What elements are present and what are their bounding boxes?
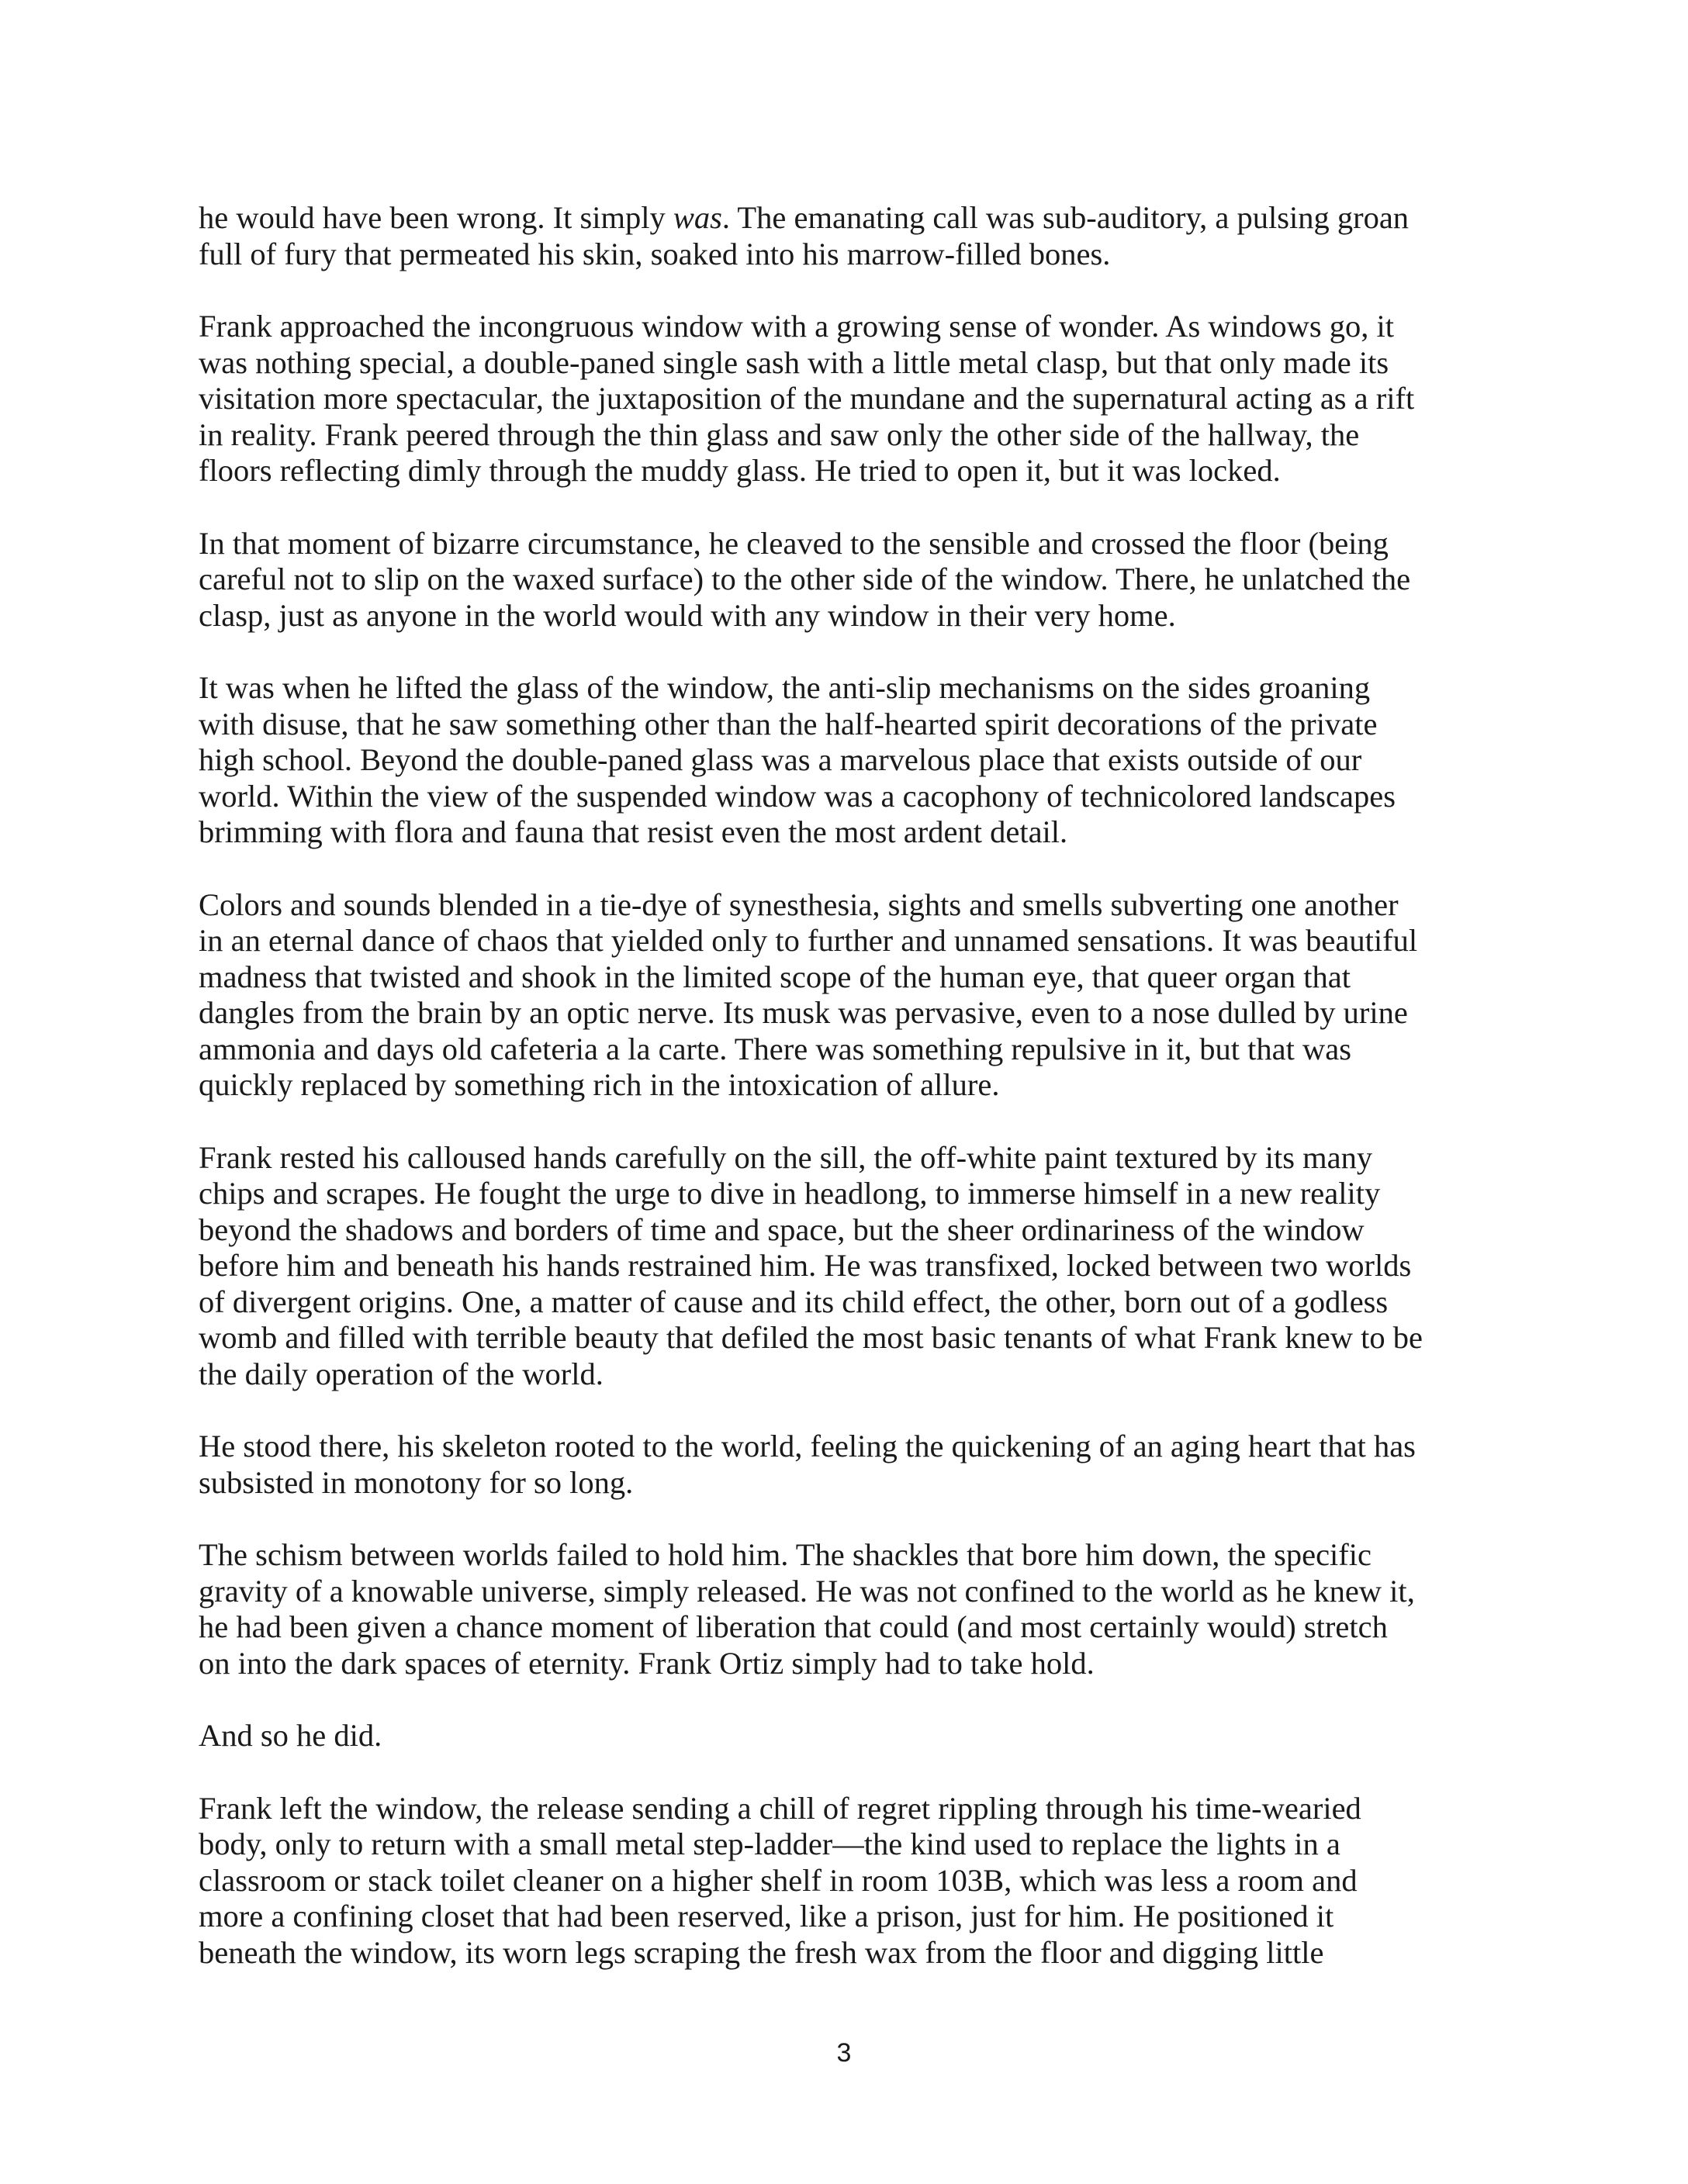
text-line: [199, 309, 1502, 345]
text-run: high school. Beyond the double-paned glass was a marvelous place that exists outside of our: [199, 742, 1362, 777]
text-run: Colors and sounds blended in a tie-dye of synesthesia, sights and smells subverting one another: [199, 886, 1399, 922]
paragraph: [199, 1791, 1502, 1971]
text-run: of divergent origins. One, a matter of cause and its child effect, the other, born out of a godless: [199, 1284, 1389, 1319]
page-number: 3: [836, 2038, 852, 2068]
text-run: brimming with flora and fauna that resist even the most ardent detail.: [199, 814, 1068, 849]
text-run: beneath the window, its worn legs scraping the fresh wax from the floor and digging little: [199, 1934, 1324, 1970]
text-line: [199, 923, 1502, 959]
text-run: in an eternal dance of chaos that yielded only to further and unnamed sensations. It was beautiful: [199, 923, 1418, 958]
text-line: [199, 1537, 1502, 1574]
text-run: chips and scrapes. He fought the urge to dive in headlong, to immerse himself in a new reality: [199, 1176, 1381, 1211]
text-run: And so he did.: [199, 1718, 382, 1753]
text-line: [199, 1212, 1502, 1249]
text-run: Frank left the window, the release sending a chill of regret rippling through his time-wearied: [199, 1790, 1361, 1826]
text-run: with disuse, that he saw something other than the half-hearted spirit decorations of the private: [199, 706, 1378, 741]
text-run: the daily operation of the world.: [199, 1356, 604, 1391]
text-line: [199, 1356, 1502, 1393]
text-run: gravity of a knowable universe, simply released. He was not confined to the world as he knew it,: [199, 1573, 1415, 1609]
text-run: full of fury that permeated his skin, soaked into his marrow-filled bones.: [199, 236, 1111, 271]
text-run: classroom or stack toilet cleaner on a higher shelf in room 103B, which was less a room and: [199, 1862, 1358, 1898]
text-line: [199, 1284, 1502, 1321]
text-run: ammonia and days old cafeteria a la carte. There was something repulsive in it, but that was: [199, 1031, 1352, 1066]
text-line: [199, 200, 1502, 237]
text-run: madness that twisted and shook in the limited scope of the human eye, that queer organ that: [199, 959, 1351, 994]
text-run: subsisted in monotony for so long.: [199, 1464, 634, 1500]
text-run: womb and filled with terrible beauty that defiled the most basic tenants of what Frank knew to be: [199, 1320, 1423, 1355]
text-run: in reality. Frank peered through the thin glass and saw only the other side of the hallway, the: [199, 416, 1360, 452]
text-line: [199, 345, 1502, 382]
text-run: before him and beneath his hands restrained him. He was transfixed, locked between two worlds: [199, 1248, 1412, 1283]
text-run: floors reflecting dimly through the muddy glass. He tried to open it, but it was locked.: [199, 453, 1281, 488]
text-line: [199, 670, 1502, 707]
text-line: [199, 1609, 1502, 1646]
text-run: careful not to slip on the waxed surface) to the other side of the window. There, he unlatched the: [199, 562, 1411, 596]
text-run: It was when he lifted the glass of the window, the anti-slip mechanisms on the sides groaning: [199, 670, 1371, 705]
text-run: The schism between worlds failed to hold him. The shackles that bore him down, the specific: [199, 1537, 1372, 1572]
paragraph: [199, 200, 1502, 272]
text-line: [199, 381, 1502, 417]
text-line: [199, 814, 1502, 851]
text-line: [199, 887, 1502, 924]
text-line: [199, 1067, 1502, 1104]
text-line: [199, 1935, 1502, 1971]
paragraph: [199, 887, 1502, 1104]
text-line: [199, 1140, 1502, 1177]
text-run: . The emanating call was sub-auditory, a pulsing groan: [721, 200, 1410, 235]
paragraph: [199, 309, 1502, 489]
text-run: Frank rested his calloused hands carefully on the sill, the off-white paint textured by its many: [199, 1139, 1373, 1175]
text-line: [199, 779, 1502, 815]
text-line: [199, 1176, 1502, 1212]
text-run: on into the dark spaces of eternity. Frank Ortiz simply had to take hold.: [199, 1645, 1095, 1681]
text-line: [199, 1791, 1502, 1827]
text-line: [199, 417, 1502, 454]
text-run: more a confining closet that had been reserved, like a prison, just for him. He positioned it: [199, 1899, 1334, 1933]
text-line: [199, 1032, 1502, 1068]
paragraph: [199, 1718, 1502, 1754]
text-line: [199, 1718, 1502, 1754]
text-line: [199, 1826, 1502, 1863]
text-run: quickly replaced by something rich in the intoxication of allure.: [199, 1067, 1000, 1102]
paragraph: [199, 1140, 1502, 1393]
text-line: [199, 562, 1502, 598]
text-run: world. Within the view of the suspended window was a cacophony of technicolored landscapes: [199, 778, 1396, 814]
text-run: visitation more spectacular, the juxtaposition of the mundane and the supernatural acting as a rift: [199, 381, 1415, 416]
text-run: he had been given a chance moment of liberation that could (and most certainly would) stretch: [199, 1609, 1388, 1644]
text-line: [199, 959, 1502, 996]
paragraph: [199, 1537, 1502, 1681]
text-line: [199, 707, 1502, 743]
text-line: [199, 1646, 1502, 1682]
text-line: [199, 453, 1502, 489]
text-line: [199, 1465, 1502, 1502]
text-line: [199, 742, 1502, 779]
text-run: clasp, just as anyone in the world would with any window in their very home.: [199, 597, 1176, 633]
text-run: he would have been wrong. It simply: [199, 200, 673, 235]
paragraph: [199, 526, 1502, 634]
text-line: [199, 1429, 1502, 1465]
text-run: He stood there, his skeleton rooted to the world, feeling the quickening of an aging heart that has: [199, 1429, 1416, 1463]
paragraph: [199, 670, 1502, 851]
text-run: dangles from the brain by an optic nerve. Its musk was pervasive, even to a nose dulled by urine: [199, 995, 1408, 1030]
text-line: [199, 1574, 1502, 1610]
text-line: [199, 1899, 1502, 1935]
emphasized-text: was: [673, 200, 722, 235]
text-line: [199, 237, 1502, 273]
text-line: [199, 1320, 1502, 1356]
text-line: [199, 1863, 1502, 1899]
text-line: [199, 995, 1502, 1032]
paragraph: [199, 1429, 1502, 1501]
text-run: beyond the shadows and borders of time and space, but the sheer ordinariness of the window: [199, 1211, 1365, 1247]
text-run: In that moment of bizarre circumstance, he cleaved to the sensible and crossed the floor (being: [199, 525, 1389, 561]
text-line: [199, 1248, 1502, 1284]
text-run: body, only to return with a small metal step-ladder—the kind used to replace the lights in a: [199, 1826, 1340, 1861]
text-run: was nothing special, a double-paned single sash with a little metal clasp, but that only made its: [199, 344, 1389, 380]
text-run: Frank approached the incongruous window with a growing sense of wonder. As windows go, it: [199, 309, 1395, 344]
text-line: [199, 526, 1502, 562]
body-text: [199, 200, 1502, 2007]
text-line: [199, 598, 1502, 634]
